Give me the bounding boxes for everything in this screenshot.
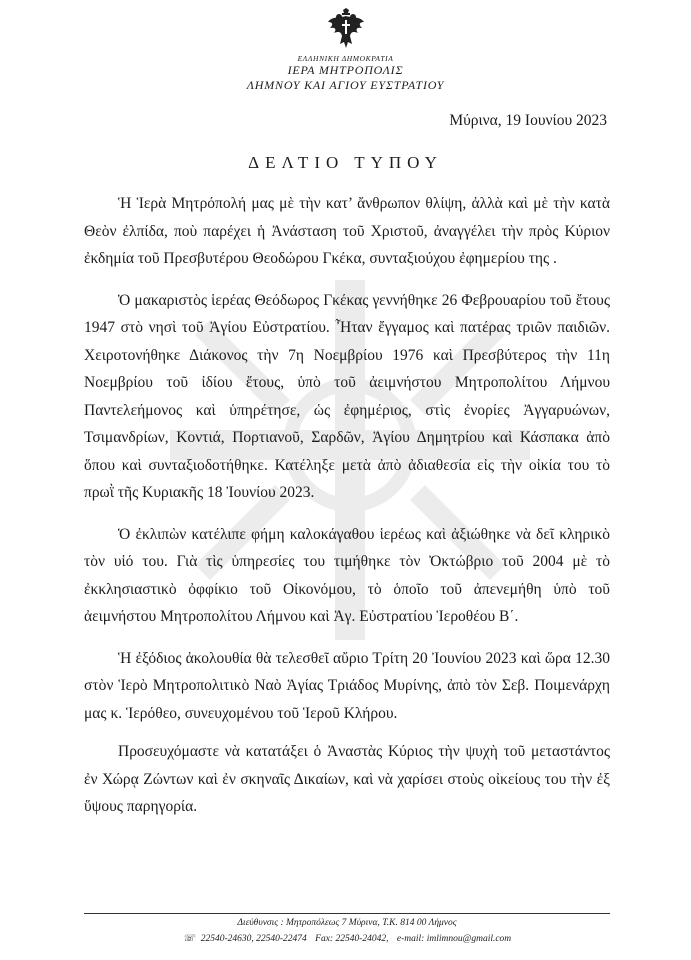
document-date: Μύρινα, 19 Ιουνίου 2023 xyxy=(449,112,607,129)
footer-divider xyxy=(84,913,610,914)
phone-icon: ☏ xyxy=(182,934,195,944)
footer-fax: Fax: 22540-24042, xyxy=(315,934,389,944)
paragraph: Ἡ ἐξόδιος ἀκολουθία θὰ τελεσθεῖ αὔριο Τρίτη 20 Ἰουνίου 2023 καὶ ὥρα 12.30 στὸν Ἱερὸ Μητροπολιτικὸ Ναὸ Ἁγίας Τριάδος Μυρίνης, ἀπὸ τὸν Σεβ. Ποιμενάρχη μας κ. Ἱερόθεο, συνευχομένου τοῦ Ἱεροῦ Κλήρου. xyxy=(84,649,610,722)
paragraph: Ὁ ἐκλιπὼν κατέλιπε φήμη καλοκάγαθου ἱερέως καὶ ἀξιώθηκε νὰ δεῖ κληρικὸ τὸν υἱό του. Γιὰ τὶς ὑπηρεσίες του τιμήθηκε τὸν Ὀκτώβριο τοῦ 2004 μὲ τὸ ἐκκλησιαστικὸ ὀφφίκιο τοῦ Οἰκονόμου, τὸ ὁποῖο τοῦ ἀπενεμήθη ὑπὸ τοῦ ἀειμνήστου Μητροπολίτου Λήμνου καὶ Ἁγ. Εὐστρατίου Ἱεροθέου Β΄. xyxy=(84,525,610,625)
letterhead xyxy=(0,8,691,93)
header-region: ΛΗΜΝΟΥ ΚΑΙ ΑΓΙΟΥ ΕΥΣΤΡΑΤΙΟΥ xyxy=(246,78,445,92)
paragraph: Προσευχόμαστε νὰ κατατάξει ὁ Ἀναστὰς Κύριος τὴν ψυχὴ τοῦ μεταστάντος ἐν Χώρᾳ Ζώντων καὶ ἐν σκηναῖς Δικαίων, καὶ νὰ χαρίσει στοὺς οἰκείους του τὴν ἐξ ὕψους παρηγορία. xyxy=(84,743,610,815)
footer-contacts xyxy=(84,933,610,944)
double-headed-eagle-icon xyxy=(326,8,366,52)
document-body xyxy=(84,190,610,832)
paragraph: Ὁ μακαριστὸς ἱερέας Θεόδωρος Γκέκας γεννήθηκε 26 Φεβρουαρίου τοῦ ἔτους 1947 στὸ νησὶ τοῦ Ἁγίου Εὐστρατίου. Ἦταν ἔγγαμος καὶ πατέρας τριῶν παιδιῶν. Χειροτονήθηκε Διάκονος τὴν 7η Νοεμβρίου 1976 καὶ Πρεσβύτερος τὴν 11η Νοεμβρίου τοῦ ἰδίου ἔτους, ὑπὸ τοῦ ἀειμνήστου Μητροπολίτου Λήμνου Παντελεήμονος καὶ ὑπηρέτησε, ὡς ἐφημέριος, στὶς ἐνορίες Ἀγγαρυώνων, Τσιμανδρίων, Κοντιά, Πορτιανοῦ, Σαρδῶν, Ἁγίου Δημητρίου καὶ Κάσπακα ἀπὸ ὅπου καὶ συνταξιοδοτήθηκε. Κατέληξε μετὰ ἀπὸ ἀδιαθεσία εἰς τὴν οἰκία του τὸ πρωῒ τῆς Κυριακῆς 18 Ἰουνίου 2023. xyxy=(84,291,610,501)
header-metropolis: ΙΕΡΑ ΜΗΤΡΟΠΟΛΙΣ xyxy=(287,63,404,77)
header-republic: ΕΛΛΗΝΙΚΗ ΔΗΜΟΚΡΑΤΙΑ xyxy=(297,54,394,63)
footer-email: e-mail: imlimnou@gmail.com xyxy=(396,934,512,944)
paragraph: Ἡ Ἱερὰ Μητρόπολή μας μὲ τὴν κατ’ ἄνθρωπον θλίψη, ἀλλὰ καὶ μὲ τὴν κατὰ Θεὸν ἐλπίδα, ποὺ παρέχει ἡ Ἀνάσταση τοῦ Χριστοῦ, ἀναγγέλει τὴν πρὸς Κύριον ἐκδημία τοῦ Πρεσβυτέρου Θεοδώρου Γκέκα, συνταξιούχου ἐφημερίου της . xyxy=(84,195,610,267)
document-title: ΔΕΛΤΙΟ ΤΥΠΟΥ xyxy=(248,153,443,172)
footer-phones: 22540-24630, 22540-22474 xyxy=(200,934,307,944)
footer-address: Διεύθυνσις : Μητροπόλεως 7 Μύρινα, Τ.Κ. 814 00 Λήμνος xyxy=(237,918,457,928)
